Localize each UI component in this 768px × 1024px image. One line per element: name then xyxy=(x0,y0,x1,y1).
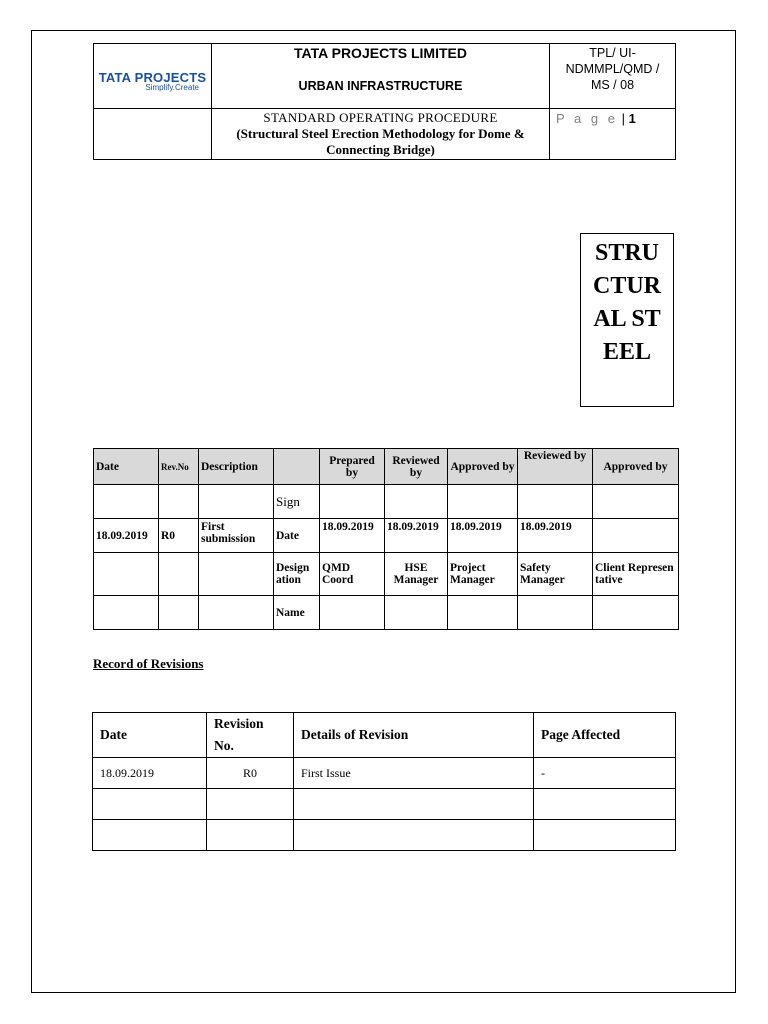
sop-subtitle: (Structural Steel Erection Methodology for Dome & Connecting Bridge) xyxy=(236,126,525,157)
row-label-name: Name xyxy=(274,596,320,630)
date-approved-2 xyxy=(593,519,679,553)
table-row xyxy=(93,758,676,789)
col-rev-no: Rev.No xyxy=(159,449,199,485)
sop-title-cell xyxy=(212,109,550,160)
col-date: Date xyxy=(94,449,159,485)
col-prepared-by: Prepared by xyxy=(320,449,385,485)
col-approved-by-2: Approved by xyxy=(593,449,679,485)
revisions-table xyxy=(92,712,676,851)
logo-tagline: Simplify.Create xyxy=(145,83,199,92)
rev-date xyxy=(93,820,207,851)
cover-title: STRUCTURAL STEEL xyxy=(592,240,661,365)
cell xyxy=(159,553,199,596)
rev-date xyxy=(93,789,207,820)
designation-approved: Project Manager xyxy=(448,553,518,596)
rev-col-details: Details of Revision xyxy=(294,713,534,758)
approval-sign-row xyxy=(94,485,679,519)
cell xyxy=(94,596,159,630)
company-name: TATA PROJECTS LIMITED xyxy=(294,45,467,61)
col-reviewed-by: Reviewed by xyxy=(385,449,448,485)
designation-approved-2: Client Representative xyxy=(593,553,679,596)
revisions-header-row xyxy=(93,713,676,758)
company-logo xyxy=(94,44,212,109)
name-cell xyxy=(448,596,518,630)
document-number: TPL/ UI-NDMMPL/QMD / MS / 08 xyxy=(550,44,676,109)
rev-number xyxy=(207,820,294,851)
approval-header-row xyxy=(94,449,679,485)
approval-designation-row xyxy=(94,553,679,596)
rev-number: R0 xyxy=(207,758,294,789)
document-header xyxy=(93,43,676,160)
sign-cell xyxy=(320,485,385,519)
entry-date: 18.09.2019 xyxy=(94,519,159,553)
cell xyxy=(94,553,159,596)
row-label-date: Date xyxy=(274,519,320,553)
rev-col-date: Date xyxy=(93,713,207,758)
logo-name: TATA PROJECTS xyxy=(98,70,207,85)
sign-cell xyxy=(385,485,448,519)
date-reviewed-2: 18.09.2019 xyxy=(518,519,593,553)
date-approved: 18.09.2019 xyxy=(448,519,518,553)
table-row xyxy=(93,820,676,851)
cover-title-box xyxy=(580,233,674,407)
record-of-revisions-title: Record of Revisions xyxy=(93,656,204,671)
entry-description: First submission xyxy=(199,519,274,553)
name-cell xyxy=(320,596,385,630)
page-label: P a g e xyxy=(556,111,618,126)
entry-rev-no: R0 xyxy=(159,519,199,553)
rev-page: - xyxy=(534,758,676,789)
page-separator: | xyxy=(621,111,625,126)
cell xyxy=(199,553,274,596)
rev-details xyxy=(294,789,534,820)
col-reviewed-by-2: Reviewed by xyxy=(518,449,593,485)
sign-cell xyxy=(593,485,679,519)
cell xyxy=(199,596,274,630)
rev-col-revision-no: Revision No. xyxy=(207,713,294,758)
division-name: URBAN INFRASTRUCTURE xyxy=(298,79,463,93)
col-blank xyxy=(274,449,320,485)
cell xyxy=(94,485,159,519)
designation-prepared: QMD Coord xyxy=(320,553,385,596)
approval-name-row xyxy=(94,596,679,630)
rev-number xyxy=(207,789,294,820)
rev-details: First Issue xyxy=(294,758,534,789)
approval-table xyxy=(93,448,679,630)
row-label-sign: Sign xyxy=(274,485,320,519)
sop-title: STANDARD OPERATING PROCEDURE xyxy=(263,110,498,125)
rev-page xyxy=(534,820,676,851)
date-reviewed: 18.09.2019 xyxy=(385,519,448,553)
rev-date: 18.09.2019 xyxy=(93,758,207,789)
rev-col-page-affected: Page Affected xyxy=(534,713,676,758)
row-label-designation: Design ation xyxy=(274,553,320,596)
sign-cell xyxy=(448,485,518,519)
page-number-cell xyxy=(550,109,676,160)
rev-page xyxy=(534,789,676,820)
name-cell xyxy=(518,596,593,630)
page-number: 1 xyxy=(628,111,636,126)
cell xyxy=(159,485,199,519)
cell xyxy=(159,596,199,630)
date-prepared: 18.09.2019 xyxy=(320,519,385,553)
company-cell xyxy=(212,44,550,109)
name-cell xyxy=(593,596,679,630)
sign-cell xyxy=(518,485,593,519)
col-approved-by: Approved by xyxy=(448,449,518,485)
designation-reviewed-2: Safety Manager xyxy=(518,553,593,596)
table-row xyxy=(93,789,676,820)
rev-details xyxy=(294,820,534,851)
logo-cell-lower xyxy=(94,109,212,160)
approval-date-row xyxy=(94,519,679,553)
col-description: Description xyxy=(199,449,274,485)
cell xyxy=(199,485,274,519)
name-cell xyxy=(385,596,448,630)
designation-reviewed: HSE Manager xyxy=(385,553,448,596)
